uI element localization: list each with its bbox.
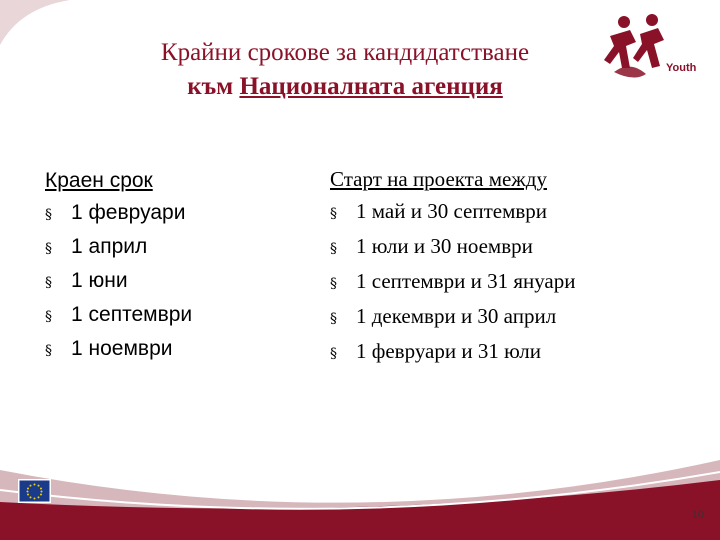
- list-item-text: 1 април: [71, 235, 148, 258]
- bullet-icon: §: [45, 241, 52, 257]
- slide-title: [100, 36, 590, 104]
- bullet-icon: §: [45, 275, 52, 291]
- bullet-icon: §: [330, 346, 337, 362]
- list-item: [45, 231, 192, 265]
- list-item: [330, 335, 576, 370]
- corner-swoosh: [0, 0, 90, 60]
- list-item: [330, 230, 576, 265]
- deadlines-heading: Краен срок: [45, 169, 153, 192]
- logo-text: Youth: [666, 62, 697, 74]
- youth-logo-icon: [600, 12, 705, 102]
- deadlines-column: [45, 165, 192, 367]
- title-line-2-underlined: Националната агенция: [239, 73, 503, 100]
- list-item: [330, 300, 576, 335]
- list-item: [45, 197, 192, 231]
- title-line-2-prefix: към: [187, 73, 240, 100]
- list-item: [330, 195, 576, 230]
- list-item-text: 1 юли и 30 ноември: [356, 234, 533, 258]
- list-item-text: 1 май и 30 септември: [356, 199, 548, 223]
- bullet-icon: §: [330, 206, 337, 222]
- bullet-icon: §: [45, 343, 52, 359]
- bullet-icon: §: [45, 309, 52, 325]
- list-item-text: 1 юни: [71, 269, 128, 292]
- list-item-text: 1 септември и 31 януари: [356, 269, 576, 293]
- eu-flag-icon: [18, 479, 51, 503]
- title-line-2: [100, 70, 590, 104]
- page-number: 10: [691, 509, 704, 521]
- list-item-text: 1 февруари и 31 юли: [356, 339, 541, 363]
- bullet-icon: §: [330, 311, 337, 327]
- title-line-1: Крайни срокове за кандидатстване: [160, 39, 530, 66]
- list-item-text: 1 септември: [71, 303, 193, 326]
- list-item: [45, 333, 192, 367]
- list-item-text: 1 ноември: [71, 337, 173, 360]
- list-item: [45, 299, 192, 333]
- project-start-column: [330, 163, 576, 370]
- bullet-icon: §: [45, 207, 52, 223]
- list-item-text: 1 февруари: [71, 201, 186, 224]
- footer-swoosh: [0, 440, 720, 540]
- list-item: [330, 265, 576, 300]
- bullet-icon: §: [330, 241, 337, 257]
- list-item: [45, 265, 192, 299]
- list-item-text: 1 декември и 30 април: [356, 304, 557, 328]
- project-start-heading: Старт на проекта между: [330, 167, 547, 191]
- bullet-icon: §: [330, 276, 337, 292]
